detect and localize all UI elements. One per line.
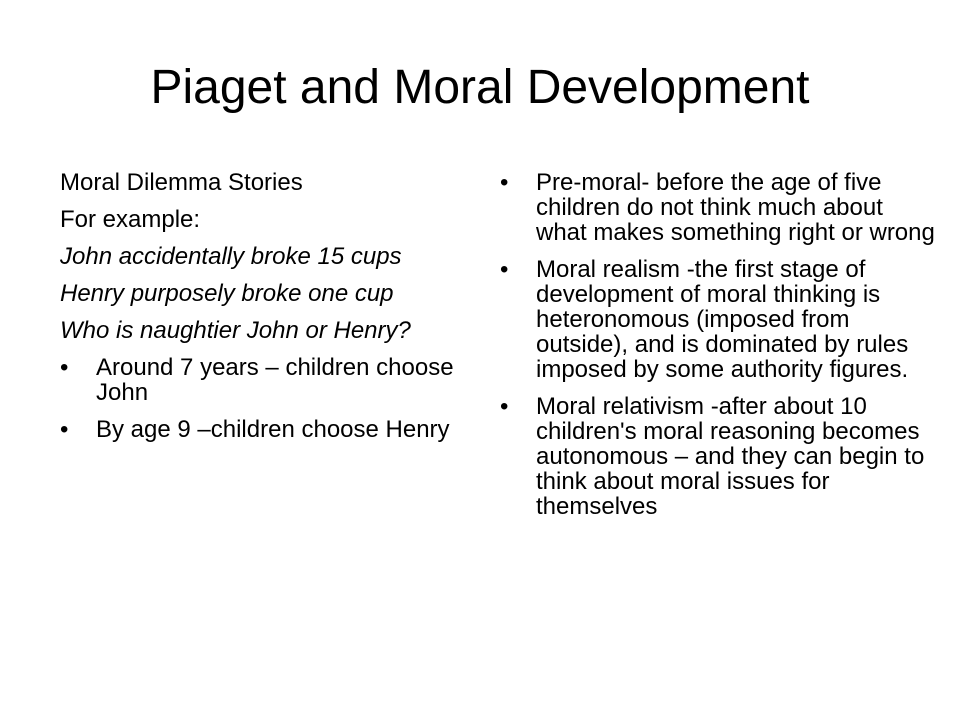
paragraph-question: Who is naughtier John or Henry? <box>60 317 411 344</box>
bullet-item <box>500 257 940 382</box>
paragraph-example-intro: For example: <box>60 206 201 233</box>
bullet-icon: • <box>500 169 509 196</box>
bullet-text: Moral relativism -after about 10 children's moral reasoning becomes autonomous – and they can begin to think about moral issues for themselves <box>536 393 925 520</box>
bullet-item <box>60 417 468 442</box>
right-column <box>500 170 940 531</box>
bullet-item <box>60 355 468 405</box>
bullet-icon: • <box>60 354 69 381</box>
bullet-item <box>500 394 940 519</box>
slide-title: Piaget and Moral Development <box>150 61 810 114</box>
bullet-text: Pre-moral- before the age of five children do not think much about what makes something right or wrong <box>536 169 935 246</box>
paragraph-heading: Moral Dilemma Stories <box>60 169 303 196</box>
paragraph-story-john: John accidentally broke 15 cups <box>60 243 402 270</box>
left-column <box>60 170 468 454</box>
bullet-item <box>500 170 940 245</box>
bullet-icon: • <box>500 256 509 283</box>
bullet-text: By age 9 –children choose Henry <box>96 416 450 443</box>
bullet-text: Around 7 years – children choose John <box>96 354 454 406</box>
bullet-text: Moral realism -the first stage of development of moral thinking is heteronomous (imposed from outside), and is dominated by rules imposed by some authority figures. <box>536 256 909 383</box>
bullet-icon: • <box>500 393 509 420</box>
bullet-icon: • <box>60 416 69 443</box>
paragraph-story-henry: Henry purposely broke one cup <box>60 280 394 307</box>
